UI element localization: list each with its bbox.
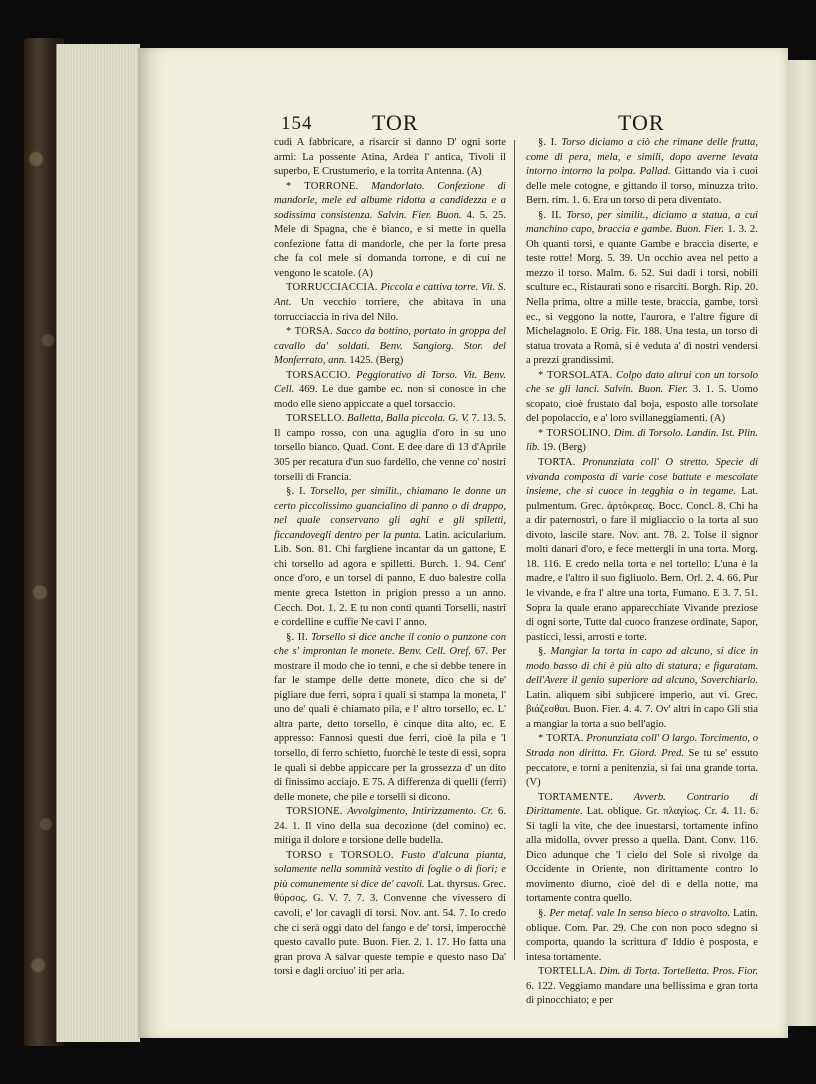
dictionary-entry: * TORRONE. Mandorlato. Confezione di mandorle, mele ed albume ridotta a candidezza e a sodissima consistenza. Salvin. Fier. Buon. 4. 5. 25. Mele di Spagna, che è bianco, e si mette in quella confezione fatta di mandorle, che per la forte presa che fa col mele si domanda torrone, e di cui ne vengono le scatole. (A) xyxy=(274,180,506,279)
facing-page-edge xyxy=(788,60,816,1026)
dictionary-entry: TORTELLA. Dim. di Torta. Tortelletta. Pros. Fior. 6. 122. Veggiamo mandare una bellissima e gran torta di pinocchiato; e per xyxy=(526,966,758,1007)
dictionary-entry: TORRUCCIACCIA. Piccola e cattiva torre. Vit. S. Ant. Un vecchio torriere, che abitava in una torrucciaccia in riva del Nilo. xyxy=(274,282,507,323)
dictionary-entry: cudi A fabbricare, a risarcir si danno D' ogni sorte armi: La possente Atina, Ardea l' antica, Tivoli il superbo, E Crustumerio, e la torrita Antenna. (A) xyxy=(274,137,506,178)
dictionary-entry: TORSIONE. Avvolgimento, Intirizzamento. Cr. 6. 24. 1. Il vino della sua decozione (del comino) ec. mitiga il dolore e torsione delle budella. xyxy=(274,806,506,847)
dictionary-entry: TORSACCIO. Peggiorativo di Torso. Vit. Benv. Cell. 469. Le due gambe ec. non si conosce in che modo elle sieno appiccate a quel torsaccio. xyxy=(274,369,506,410)
column-divider xyxy=(514,140,515,960)
dictionary-entry: * TORSOLINO. Dim. di Torsolo. Landin. Ist. Plin. lib. 19. (Berg) xyxy=(526,427,758,454)
page-edges xyxy=(56,44,140,1042)
left-column xyxy=(274,136,507,978)
dictionary-entry: * TORTA. Pronunziata coll' O largo. Torcimento, o Strada non diritta. Fr. Giord. Pred. Se tu se' essuto peccatore, e torni a penitenzia, sì fai una grande torta. (V) xyxy=(526,733,758,789)
dictionary-entry: §. II. Torso, per similit., diciamo a statua, a cui manchino capo, braccia e gambe. Buon. Fier. 1. 3. 2. Oh quanti torsi, e quante Gambe e braccia diserte, e teste rotte! Morg. 5. 39. Un occhio avea nel petto a mezzo il torso. Malm. 6. 52. Sui dadi i torsi, nobili sculture ec., Ristaurati sono e risarciti. Borgh. Rip. 20. Nella prima, oltre a mille teste, braccia, gambe, torsi ec., si veggono la notte, l'aurora, e l'altre figure di Michelagnolo. E Orig. Fir. 188. Una testa, un torso di statua trovata a Romà, si è veduta a' dì nostri vendersi a prezzi grandissimi. xyxy=(526,209,758,367)
page-number: 154 xyxy=(281,113,313,134)
dictionary-entry: §. Mangiar la torta in capo ad alcuno, si dice in modo basso di chi è più alto di statura; e figuratam. dell'Avere il genio superiore ad alcuno, Soverchiarlo. Latin. aliquem sibi subjicere imperio, aut vi. Grec. βιάζεσθαι. Buon. Fier. 4. 4. 7. Ov' altri in capo Gli stia a mangiar la torta a suo bell'agio. xyxy=(526,646,758,730)
dictionary-entry: §. I. Torsello, per similit., chiamano le donne un certo piccolissimo guancialino di panno o di drappo, nel quale conservano gli aghi e gli spiletti, ficcandovegli dentro per la punta. Latin. acicularium. Lib. Son. 81. Chi fargliene incantar da un gattone, E chi torsello ad agora e spilletti. Burch. 1. 94. Cent' once d'oro, e un torsel di panno, E duo balestre colla mente greca Istetton in prigion presso a un anno. Cecch. Dot. 1. 2. E tu non conti quanti Torselli, nastri e cordelline e cuffie Ne cavi l' anno. xyxy=(274,486,507,629)
dictionary-entry: TORTAMENTE. Avverb. Contrario di Dirittamente. Lat. oblique. Gr. πλαγίως. Cr. 4. 11. 6. Si tagli la vite, che dee inuestarsi, tortamente infino alla midolla, ovver presso a quella. Dant. Conv. 116. Dico adunque che 'l cielo del Sole si rivolge da Occidente in Oriente, non dirittamente contro lo movimento diurno, cioè del dì e della notte, ma tortamente contra quello. xyxy=(526,791,758,905)
dictionary-entry: §. Per metaf. vale In senso bieco o stravolto. Latin. oblique. Com. Par. 29. Che con non poco sdegno si comporta, quando la scrittura d' Iddio è posposta, e intesa tortamente. xyxy=(526,907,758,963)
dictionary-entry: TORTA. Pronunziata coll' O stretto. Specie di vivanda composta di varie cose battute e mescolate insieme, che si cuoce in tegghia o in tegame. Lat. pulmentum. Grec. ἀρτόκρεας. Bocc. Concl. 8. Chi ha a dir paternostri, o fare il migliaccio o la torta al suo divoto, lascile stare. Nov. ant. 78. 2. Tolse il signor molti danari d'oro, e fece mettergli in una torta. Morg. 18. 116. E credo nella torta e nel tortello: L'una è la madre, e l'altro il suo figliuolo. Bern. Orl. 2. 4. 66. Pur le vivande, e fra l' altre una torta, Fumano. E 3. 7. 51. Sopra la quale erano apparecchiate Vivande preziose di ogni sorte, Tutte dal cuoco franzese ordinate, Sapor, pasticci, lessi, arrosti e torte. xyxy=(526,457,758,643)
dictionary-entry: * TORSOLATA. Colpo dato altrui con un torsolo che se gli lanci. Salvin. Buon. Fier. 3. 1. 5. Uomo scopato, cioè frustato dal boja, esposto alle torsolate del popolaccio, e a' loro svillaneggiamenti. (A) xyxy=(526,369,759,425)
dictionary-entry: * TORSA. Sacco da bottino, portato in groppa del cavallo da' soldati. Benv. Sangiorg. Stor. del Monferrato, ann. 1425. (Berg) xyxy=(274,326,506,367)
dictionary-entry: §. II. Torsello si dice anche il conio o punzone con che s' improntan le monete. Benv. Cell. Oref. 67. Per mostrare il modo che io tenni, e che si debbe tenere in far le stampe delle dette monete, dico che si de' pigliare due ferri, sopra i quali si stampa la moneta, l' uno de' quali è chiamato pila, e l' altro torsello, ec. L' altra parte, detto torsello, è cinque dita alto, ec. E appresso: Fannosi questi due ferri, cioè la pila e 'l torsello, di ferro schietto, fuorchè le teste di essi, sopra le quali si debbe appiccare per la grossezza d' un dito di finissimo acciajo. E 75. A differenza di quelli (ferri) delle monete, che pile e torselli si dicono. xyxy=(274,631,506,803)
running-head-right: TOR xyxy=(618,110,665,135)
dictionary-entry: TORSO e TORSOLO. Fusto d'alcuna pianta, solamente nella sommità vestito di foglie o di fiori; e più comunemente si dice de' cavoli. Lat. thyrsus. Grec. θύρσος. G. V. 7. 7. 3. Convenne che vivessero di cavoli, e' lor cavagli di torsi. Nov. ant. 54. 7. Io credo che ci serà oggi dato del fango e de' torsi, imperocchè questo cavallo pute. Buon. Fier. 2. 1. 17. Ho fatta una gran prova A salvar queste tempie e questo naso Da' torsi e dagli orciuo' iti per aria. xyxy=(274,849,506,978)
right-column xyxy=(526,136,759,1007)
running-head-left: TOR xyxy=(372,110,419,135)
dictionary-entry: §. I. Torso diciamo a ciò che rimane delle frutta, come di pera, mela, e simili, dopo averne levata intorno intorno la polpa. Pallad. Gittando via i cuoi delle mele cotogne, e gittando il torso, minuzza trito. Bern. rim. 1. 6. Era un torso di pera diventato. xyxy=(526,137,758,207)
dictionary-entry: TORSELLO. Balletta, Balla piccola. G. V. 7. 13. 5. Il campo rosso, con una aguglia d'oro in su uno torsello bianco. Quad. Cont. E dee dare dì 13 d'Aprile 305 per recatura d'un suo fardello, che venne co' nostri torselli di Francia. xyxy=(274,413,506,483)
